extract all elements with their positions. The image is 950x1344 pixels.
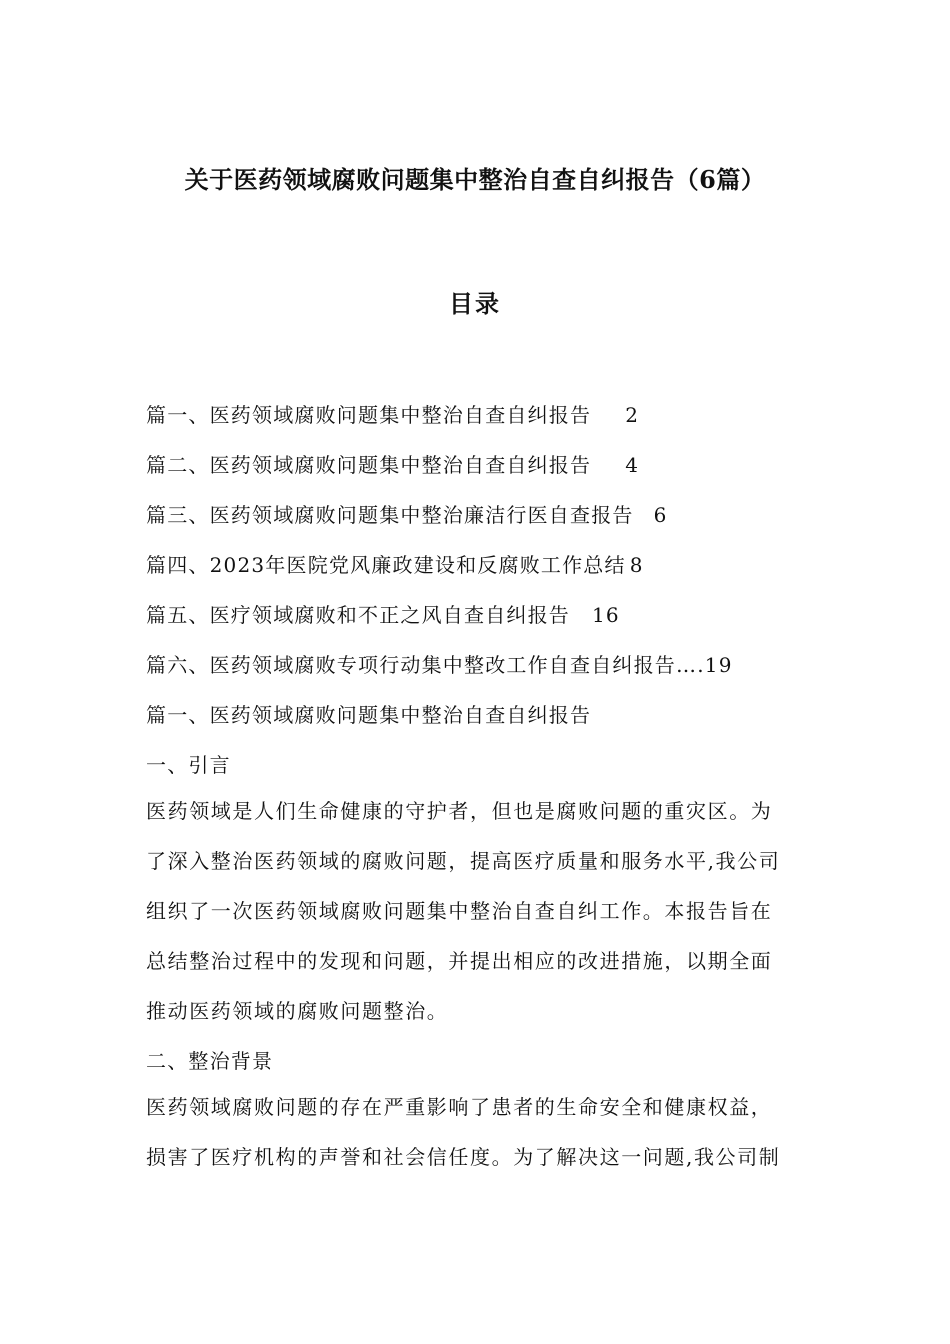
paragraph-line: 组织了一次医药领域腐败问题集中整治自查自纠工作。本报告旨在: [146, 899, 773, 923]
toc-item[interactable]: [146, 451, 639, 479]
toc-item-text: 篇六、医药领域腐败专项行动集中整改工作自查自纠报告….: [146, 653, 705, 677]
paragraph-line: 了深入整治医药领域的腐败问题，提高医疗质量和服务水平,我公司: [146, 849, 781, 873]
paragraph-line: 总结整治过程中的发现和问题，并提出相应的改进措施，以期全面: [146, 949, 773, 973]
toc-item-page: 19: [704, 653, 733, 677]
toc-item-text: 篇五、医疗领域腐败和不正之风自查自纠报告: [146, 603, 570, 627]
toc-item[interactable]: [146, 501, 668, 529]
toc-item[interactable]: [146, 551, 644, 579]
paragraph-line: 损害了医疗机构的声誉和社会信任度。为了解决这一问题,我公司制: [146, 1145, 781, 1169]
toc-item[interactable]: [146, 401, 639, 429]
toc-item[interactable]: [146, 601, 620, 629]
toc-item-page: 4: [625, 453, 640, 477]
paragraph-line: 医药领域是人们生命健康的守护者，但也是腐败问题的重灾区。为: [146, 799, 773, 823]
heading-introduction: 一、引言: [146, 753, 231, 777]
toc-item-page: 2: [625, 403, 640, 427]
section-title: 篇一、医药领域腐败问题集中整治自查自纠报告: [146, 703, 592, 727]
paragraph-introduction: [146, 786, 808, 1036]
toc-item[interactable]: [146, 651, 733, 679]
paragraph-line: 医药领域腐败问题的存在严重影响了患者的生命安全和健康权益，: [146, 1095, 773, 1119]
toc-item-page: 6: [653, 503, 668, 527]
paragraph-line: 推动医药领域的腐败问题整治。: [146, 999, 449, 1023]
document-title: 关于医药领域腐败问题集中整治自查自纠报告（6篇）: [184, 165, 766, 194]
toc-item-page: 16: [592, 603, 620, 627]
toc-item-page: 8: [629, 553, 644, 577]
paragraph-background: [146, 1082, 808, 1182]
toc-item-text: 篇三、医药领域腐败问题集中整治廉洁行医自查报告: [146, 503, 634, 527]
toc-heading: 目录: [449, 289, 501, 318]
toc-item-text: 篇四、2023年医院党风廉政建设和反腐败工作总结: [146, 553, 626, 577]
heading-background: 二、整治背景: [146, 1049, 274, 1073]
toc-item-text: 篇二、医药领域腐败问题集中整治自查自纠报告: [146, 453, 592, 477]
toc-item-text: 篇一、医药领域腐败问题集中整治自查自纠报告: [146, 403, 592, 427]
